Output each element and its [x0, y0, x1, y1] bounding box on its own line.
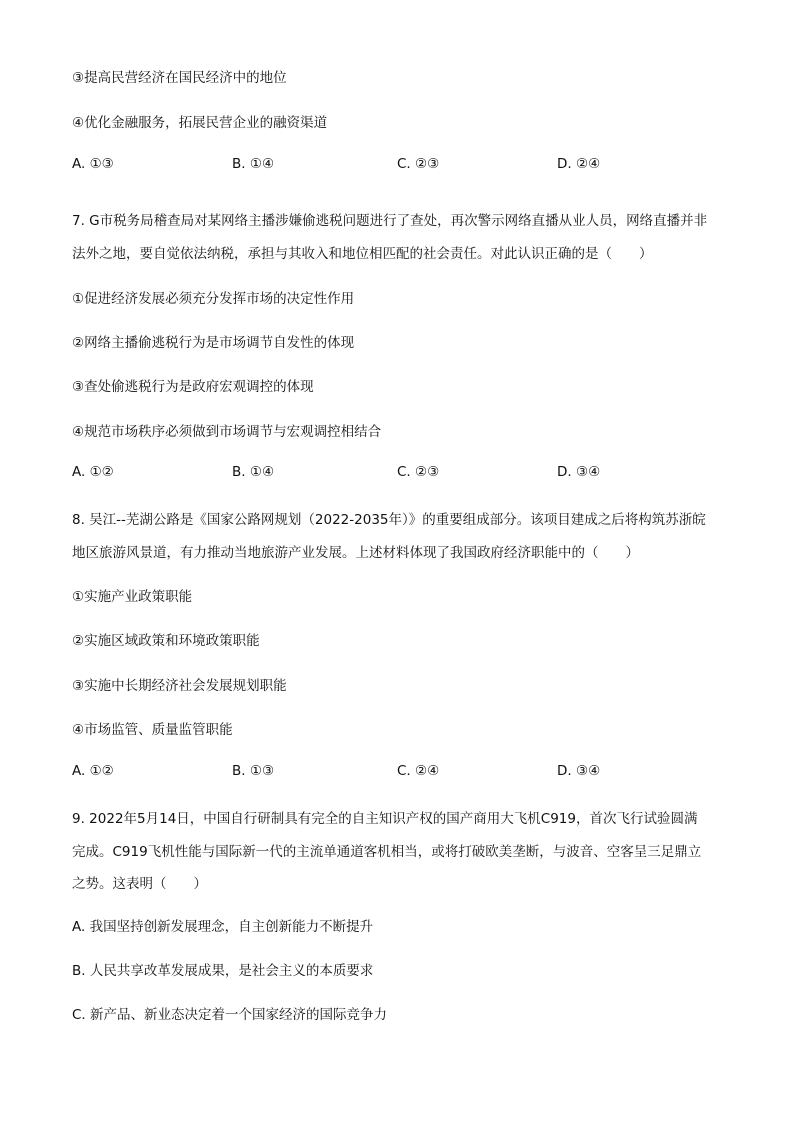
- q9-stem-line-1: 9. 2022年5月14日，中国自行研制具有完全的自主知识产权的国产商用大飞机C919，首次飞行试验圆满: [72, 811, 698, 827]
- q8-item-3: ③实施中长期经济社会发展规划职能: [72, 678, 287, 694]
- q7-option-b[interactable]: B. ①④: [232, 464, 275, 480]
- q7-option-d[interactable]: D. ③④: [557, 464, 601, 480]
- q8-stem-line-2: 地区旅游风景道，有力推动当地旅游产业发展。上述材料体现了我国政府经济职能中的（ ）: [72, 545, 639, 561]
- q7-item-3: ③查处偷逃税行为是政府宏观调控的体现: [72, 379, 314, 395]
- q8-item-4: ④市场监管、质量监管职能: [72, 722, 233, 738]
- q9-stem-line-2: 完成。C919飞机性能与国际新一代的主流单通道客机相当，或将打破欧美垄断，与波音、空客呈三足鼎立: [72, 844, 702, 860]
- q8-item-2: ②实施区域政策和环境政策职能: [72, 633, 260, 649]
- q7-stem-line-1: 7. G市税务局稽查局对某网络主播涉嫌偷逃税问题进行了查处，再次警示网络直播从业人员，网络直播并非: [72, 213, 708, 229]
- q8-item-1: ①实施产业政策职能: [72, 589, 193, 605]
- q7-item-2: ②网络主播偷逃税行为是市场调节自发性的体现: [72, 335, 355, 351]
- q7-item-4: ④规范市场秩序必须做到市场调节与宏观调控相结合: [72, 424, 382, 440]
- q7-option-c[interactable]: C. ②③: [397, 464, 440, 480]
- q9-option-c[interactable]: C. 新产品、新业态决定着一个国家经济的国际竞争力: [72, 1007, 388, 1023]
- q8-option-c[interactable]: C. ②④: [397, 763, 440, 779]
- q6-option-c[interactable]: C. ②③: [397, 156, 440, 172]
- q9-option-b[interactable]: B. 人民共享改革发展成果，是社会主义的本质要求: [72, 963, 374, 979]
- q6-option-a[interactable]: A. ①③: [72, 156, 114, 172]
- q8-stem-line-1: 8. 吴江--芜湖公路是《国家公路网规划（2022-2035年）》的重要组成部分。该项目建成之后将构筑苏浙皖: [72, 512, 706, 528]
- q8-options: [72, 763, 732, 783]
- q7-item-1: ①促进经济发展必须充分发挥市场的决定性作用: [72, 291, 355, 307]
- q6-options: [72, 156, 732, 176]
- q6-item-4: ④优化金融服务，拓展民营企业的融资渠道: [72, 115, 328, 131]
- q7-options: [72, 464, 732, 484]
- q9-option-a[interactable]: A. 我国坚持创新发展理念，自主创新能力不断提升: [72, 919, 374, 935]
- q7-stem-line-2: 法外之地，要自觉依法纳税，承担与其收入和地位相匹配的社会责任。对此认识正确的是（ ）: [72, 246, 653, 262]
- q6-option-b[interactable]: B. ①④: [232, 156, 275, 172]
- q8-option-d[interactable]: D. ③④: [557, 763, 601, 779]
- q6-item-3: ③提高民营经济在国民经济中的地位: [72, 70, 287, 86]
- q8-option-b[interactable]: B. ①③: [232, 763, 275, 779]
- q7-option-a[interactable]: A. ①②: [72, 464, 114, 480]
- q8-option-a[interactable]: A. ①②: [72, 763, 114, 779]
- q6-option-d[interactable]: D. ②④: [557, 156, 601, 172]
- q9-stem-line-3: 之势。这表明（ ）: [72, 876, 207, 892]
